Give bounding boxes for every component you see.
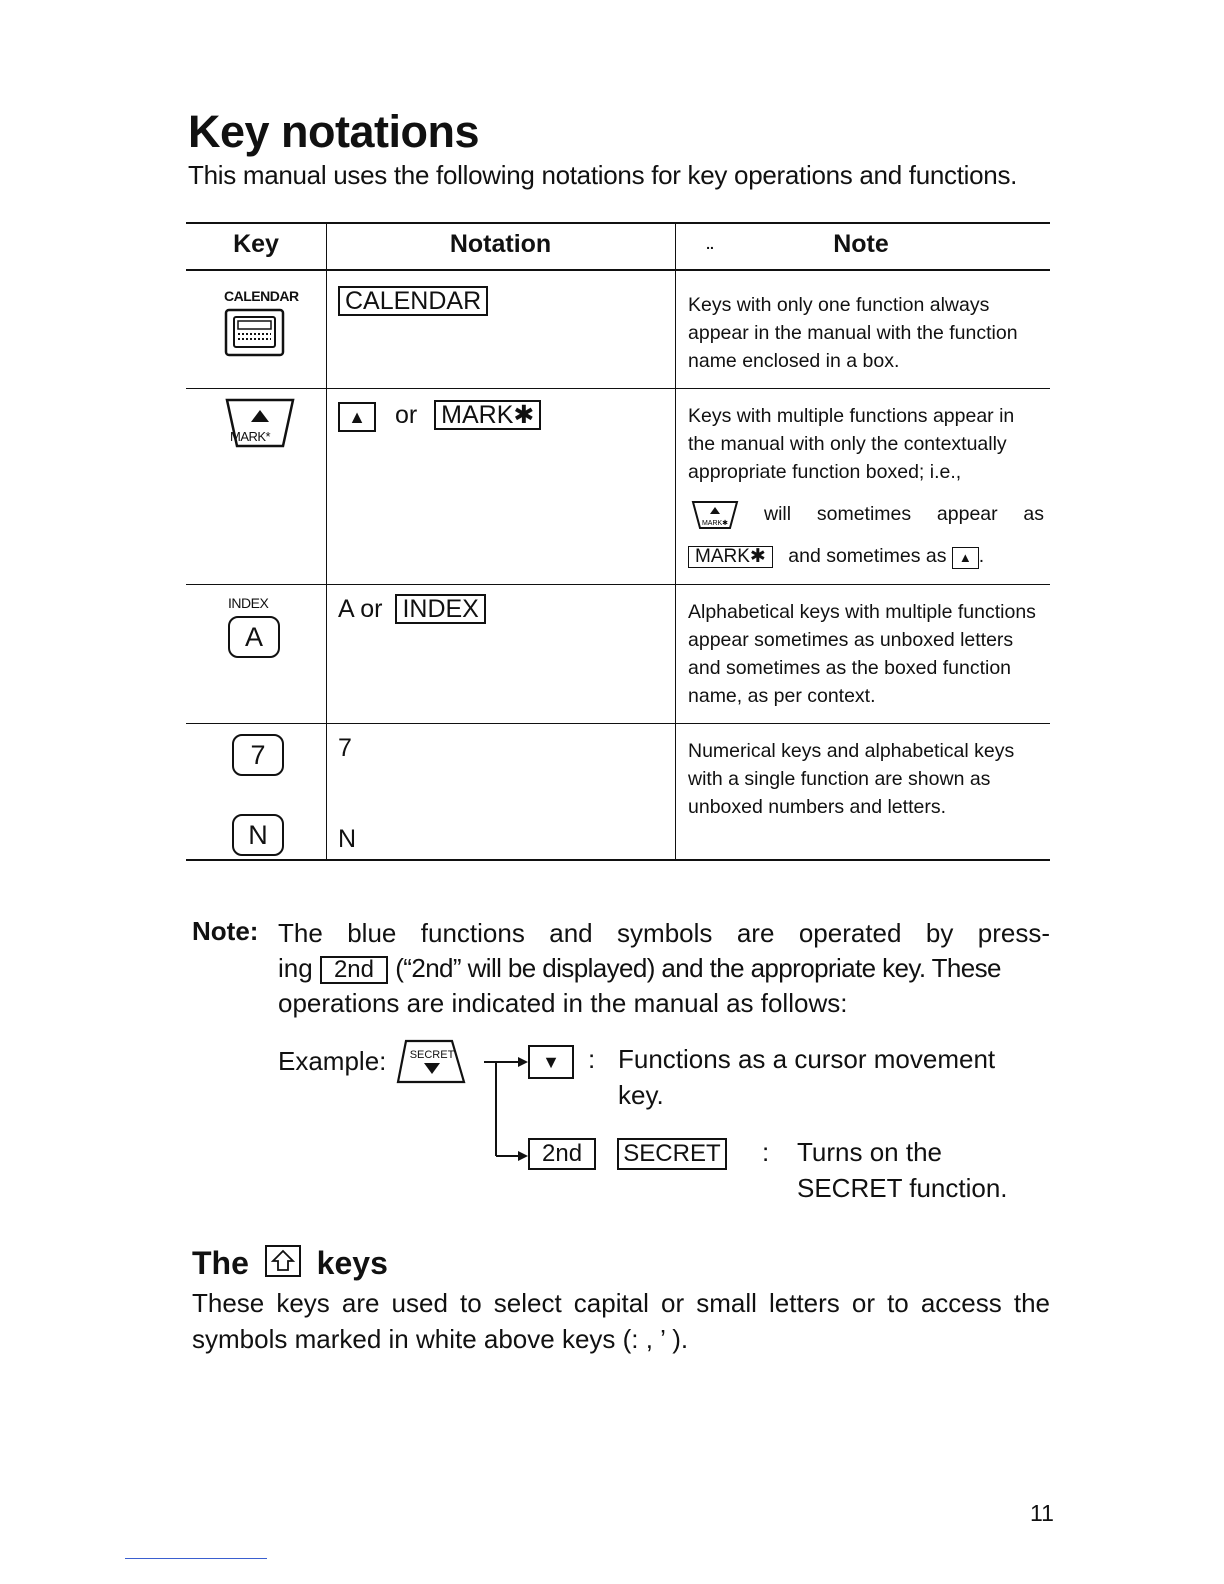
branch2-secret-boxed: SECRET bbox=[617, 1138, 726, 1170]
notation-calendar bbox=[338, 286, 488, 316]
note-row-2-period: . bbox=[978, 545, 985, 567]
bottom-rule bbox=[125, 1558, 267, 1559]
secret-key-icon bbox=[396, 1038, 468, 1086]
note-line-1: The blue functions and symbols are operated by press- bbox=[278, 918, 1050, 948]
example-branch-arrows bbox=[478, 1048, 530, 1168]
branch2-colon: : bbox=[762, 1137, 770, 1167]
shift-keys-body: These keys are used to select capital or small letters or to access the symbols marked in white above keys (: , ’ ). bbox=[192, 1288, 1050, 1354]
note-line-2-post: (“2nd” will be displayed) and the appropriate key. These bbox=[395, 953, 1001, 983]
example-label: Example: bbox=[278, 1046, 387, 1076]
branch1-text-line2: key. bbox=[618, 1080, 664, 1110]
header-key: Key bbox=[233, 230, 279, 258]
shift-keys-heading bbox=[192, 1244, 388, 1282]
svg-text:MARK✱: MARK✱ bbox=[701, 520, 729, 527]
note-row-2-line3-text: and sometimes as bbox=[788, 545, 947, 567]
up-arrow-inline-icon: ▲ bbox=[952, 547, 979, 569]
notation-or: or bbox=[394, 401, 418, 429]
page-number: 11 bbox=[1030, 1500, 1054, 1526]
notation-mark bbox=[338, 400, 541, 432]
note-row-1: Keys with only one function always appear in the manual with the function name enclosed in a box. bbox=[688, 294, 1018, 372]
calendar-key-label: CALENDAR bbox=[224, 288, 299, 304]
calendar-boxed-notation: CALENDAR bbox=[338, 286, 488, 316]
row-divider bbox=[186, 388, 1050, 389]
a-key-icon: A bbox=[228, 616, 280, 658]
index-boxed-notation: INDEX bbox=[395, 594, 485, 624]
branch1-text-line1: Functions as a cursor movement bbox=[618, 1044, 996, 1074]
note-row-4: Numerical keys and alphabetical keys with a single function are shown as unboxed numbers and letters. bbox=[688, 740, 1015, 818]
note-line-3: operations are indicated in the manual as follows: bbox=[278, 988, 848, 1018]
branch2-text-line2: SECRET function. bbox=[797, 1173, 1008, 1203]
notation-seven: 7 bbox=[338, 734, 352, 762]
header-note: Note bbox=[833, 230, 889, 258]
header-notation: Notation bbox=[449, 230, 552, 258]
secret-key-text: SECRET bbox=[409, 1049, 455, 1061]
note-label: Note: bbox=[192, 916, 259, 946]
table-top-rule bbox=[186, 222, 1050, 224]
mark-inline-boxed: MARK✱ bbox=[688, 546, 773, 568]
notation-a-or: A or bbox=[338, 595, 383, 623]
up-arrow-boxed-icon: ▲ bbox=[338, 402, 376, 432]
mark-key-inline-icon bbox=[691, 500, 739, 530]
note-row-2: Keys with multiple functions appear in the manual with only the contextually appropriate function boxed; i.e., bbox=[688, 405, 1015, 483]
down-arrow-boxed-icon: ▼ bbox=[528, 1045, 574, 1079]
branch2-text-line1: Turns on the bbox=[797, 1137, 943, 1167]
page-title: Key notations bbox=[188, 106, 480, 157]
second-key-boxed: 2nd bbox=[320, 956, 388, 984]
note-row-2-line3 bbox=[688, 542, 1044, 570]
shift-heading-pre: The bbox=[192, 1245, 249, 1281]
note-row-3: Alphabetical keys with multiple functions appear sometimes as unboxed letters and sometimes as the boxed function name, as per context. bbox=[688, 601, 1036, 707]
branch2-keys bbox=[528, 1137, 727, 1170]
row-divider bbox=[186, 723, 1050, 724]
mark-boxed-notation: MARK✱ bbox=[434, 400, 541, 430]
column-divider bbox=[675, 222, 676, 861]
note-row-2-line2: will sometimes appear as bbox=[764, 503, 1044, 525]
header-note-mark: .. bbox=[706, 236, 714, 252]
notation-n: N bbox=[338, 825, 357, 853]
note-line-2-pre: ing bbox=[278, 953, 313, 983]
table-bottom-rule bbox=[186, 859, 1050, 861]
page-subtitle: This manual uses the following notations for key operations and functions. bbox=[188, 160, 1018, 190]
row-divider bbox=[186, 584, 1050, 585]
note-line-2 bbox=[278, 951, 1050, 986]
shift-heading-post: keys bbox=[316, 1245, 388, 1281]
calendar-key-icon bbox=[224, 308, 286, 358]
column-divider bbox=[326, 222, 327, 861]
n-key-icon: N bbox=[232, 814, 284, 856]
branch2-second-boxed: 2nd bbox=[528, 1138, 596, 1170]
seven-key-icon: 7 bbox=[232, 734, 284, 776]
table-header-rule bbox=[186, 269, 1050, 271]
mark-key-label: MARK* bbox=[230, 429, 271, 444]
branch1-colon: : bbox=[588, 1044, 596, 1074]
shift-key-icon bbox=[264, 1244, 302, 1278]
notation-index bbox=[338, 594, 486, 624]
index-key-label: INDEX bbox=[228, 595, 269, 611]
